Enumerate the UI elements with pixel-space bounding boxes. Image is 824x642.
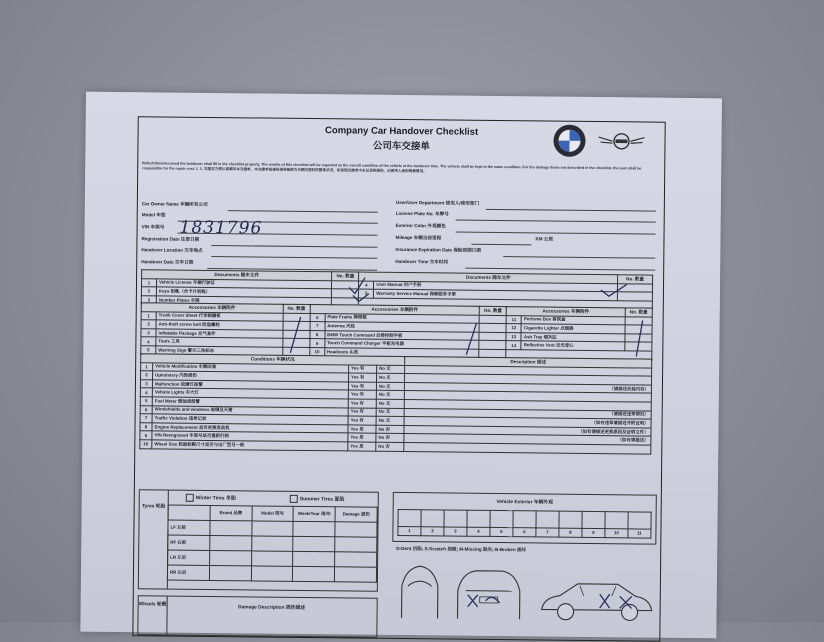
intro-text: Refer/inform/received the handover shall fill in the checklist properly. The results of this checklist will be regarded as the overall condition of the vehicle at the handover time. The vehicle shall be kept in the same condition. For the damage items not described in the checklist, the user shall be responsible for the repair cost. 1. 1. 交接双方须认真填写本交接单，本交接单检查结果将被视为车辆交接时的整体状况，如发现交接单中未记录的损伤，由使用人承担维修费用。 [142, 161, 642, 174]
field-line [471, 244, 531, 246]
table-row: RF 右前 [168, 535, 377, 552]
checklist-paper [80, 92, 722, 639]
car-front-diagram-icon [396, 560, 445, 620]
table-row: 7 Traffic Violation 违章记录 Yes 有 No 无 （如有违章请描述并附证明） [140, 414, 651, 428]
field-handover-location: Handover Location 交车地点 [141, 247, 203, 253]
table-row: 2 Anti-theft screw bolt 防盗螺栓 7 Antenna 天线 12 Cigarette Lighter 点烟器 [141, 320, 652, 334]
field-registration-date: Registration Date 注册日期 [141, 236, 200, 242]
table-row: 8 Engine Replacement 是否更换发动机 Yes 是 No 否 （如有请描述更换原因及证明文件） [140, 423, 651, 437]
field-line [456, 232, 656, 235]
table-row: 1 Trunk Cover Sheet 行李箱隔板 6 Plate Frame 牌照框 11 Perfume Box 香氛盒 [141, 311, 652, 325]
check-mark-icon [599, 280, 629, 300]
exterior-number-grid: 1 2 3 4 5 6 7 8 9 10 11 [397, 509, 651, 538]
conditions-table [139, 353, 652, 454]
bmw-logo-icon [552, 124, 586, 158]
wheels-title: Wheels 轮毂 [138, 602, 167, 608]
damage-mark-icon [464, 591, 504, 611]
table-row: RR 右后 [167, 565, 376, 582]
field-line [465, 268, 655, 271]
conditions-title: Conditions 车辆状况 [141, 354, 405, 365]
field-license-plate: License Plate No. 车牌号 [395, 210, 449, 217]
field-line [228, 210, 378, 213]
summer-tires-label: Summer Tires 夏胎 [299, 496, 345, 503]
table-row: 4 Vehicle Lights 车大灯 Yes 有 No 无 [140, 388, 651, 402]
table-row: LR 左后 [168, 550, 377, 567]
field-line [456, 220, 656, 223]
title-en: Company Car Handover Checklist [325, 125, 479, 138]
table-row: 3 Number Plates 车牌 [141, 296, 652, 310]
wheels-box [137, 595, 377, 638]
field-line [486, 209, 656, 212]
vehicle-exterior-box [392, 492, 657, 545]
documents-no-label-right: No. 数量 [618, 275, 653, 284]
field-handover-date: Handover Date 交车日期 [141, 259, 194, 265]
accessories-title-mid: Accessories 车辆附件 [310, 305, 480, 315]
vin-handwritten: 1831796 [179, 217, 263, 239]
tyres-box [138, 489, 379, 592]
damage-legend: D-Dent 凹陷; S-Scratch 划痕; M-Missing 缺失; B-Broken 损坏 [396, 545, 527, 553]
table-row: 1 Vehicle License 车辆行驶证 4 User Manual 用户手册 [141, 278, 652, 292]
table-row: 10 Wheel Size 轮胎轮毂尺寸是否与出厂型号一致 Yes 是 No 否 [140, 440, 651, 454]
documents-title: Documents 随车文件 [142, 270, 332, 281]
documents-title-right: Documents 随车文件 [359, 272, 618, 283]
accessories-title: Accessories 车辆附件 [141, 303, 283, 313]
field-user-department: User/User Department 使用人/使用部门 [395, 199, 480, 206]
documents-no-label: No. 数量 [332, 272, 359, 281]
damage-description-title: Damage Description 损伤描述 [238, 605, 306, 611]
title-zh: 公司车交接单 [372, 140, 431, 153]
table-row: 9 VIN Reengraved 车架号是否重新打刻 Yes 是 No 否 （如有请描述） [140, 431, 651, 445]
table-row: 1 Vehicle Modification 车辆改装 Yes 有 No 无 [141, 362, 652, 376]
table-row: LF 左前 [168, 520, 377, 537]
field-handover-time: Handover Time 交车时间 [395, 258, 449, 265]
table-row: 5 Fuel Meter 燃油表报警 Yes 有 No 无 [140, 397, 651, 411]
damage-mark-icon [596, 590, 640, 612]
table-row: 3 Inflatable Package 充气套件 8 BMW Touch Command 后排控制平板 13 Ash Tray 烟灰缸 [141, 329, 652, 343]
field-insurance-expiration: Insurance Expiration Date 保险到期日期 [395, 246, 481, 253]
table-row: 6 Windshields and windows 玻璃及天窗 Yes 有 No 无 （请描述违章情况） [140, 405, 651, 419]
field-model: Model 车型 [141, 212, 166, 218]
tyres-table: Brand 品牌 Model 型号 Week/Year 周/年 Damage 损伤 LF 左前 RF 右前 LR 左后 RR 右后 [167, 505, 378, 583]
field-line [503, 256, 655, 259]
check-mark-icon [351, 291, 371, 305]
field-mileage: Mileage 车辆当前里程 [395, 234, 442, 241]
description-title: Description 描述 [405, 357, 652, 368]
table-row: 3 Malfunction 故障灯报警 Yes 有 No 无 （请描述改装内容） [140, 380, 651, 394]
field-line [211, 256, 377, 259]
vehicle-exterior-title: Vehicle Exterior 车辆外观 [496, 499, 554, 506]
accessories-title-right: Accessories 车辆附件 [507, 307, 626, 317]
field-vin: VIN 车架号 [141, 224, 165, 230]
field-line [211, 245, 377, 248]
checklist-frame [132, 116, 665, 642]
field-mileage-unit: KM 公里 [535, 236, 554, 242]
summer-tires-checkbox[interactable] [290, 495, 298, 503]
check-stroke-icon [630, 318, 646, 358]
winter-tires-label: Winter Tires 冬胎 [195, 495, 236, 502]
tyres-title: Tyres 轮胎 [141, 504, 166, 510]
table-row: 2 Upholstery 内饰损伤 Yes 有 No 无 [141, 371, 652, 385]
table-row: 2 Keys 钥匙（含卡片钥匙） 5 Warranty Service Manual 保修服务手册 [141, 287, 652, 301]
field-exterior-color: Exterior Color 外观颜色 [395, 222, 446, 229]
field-car-owner: Car Owner Name 车辆所有公司 [141, 201, 208, 207]
check-stroke-icon [462, 321, 480, 357]
table-row: 4 Tools 工具 9 Touch Command Charger 平板充电器 14 Reflective Vest 反光背心 [141, 337, 652, 351]
check-stroke-icon [286, 315, 304, 355]
winter-tires-checkbox[interactable] [186, 494, 194, 502]
accessories-table: Accessories 车辆附件 No. 数量 Accessories 车辆附件 No. 数量 Accessories 车辆附件 No. 数量 1 Trunk Cover Sheet 行李箱隔板 6 Plate Frame 牌照框 11 Perfume Box 香氛盒 2 Anti-theft screw bolt 防盗螺栓 7 Antenna 天线 12 Cigarette Lighter 点烟器 3 Inflatable Package 充气套件 8 BMW Touch Command 后排控制平板 13 Ash Tray 烟灰缸 4 Tools 工具 9 Touch Command Charger 平板充电器 14 Reflective Vest 反光背心 5 Warning Sign 警示三角标志 10 Headrests 头枕 [140, 302, 653, 360]
mini-logo-icon [596, 132, 646, 151]
table-row: 5 Warning Sign 警示三角标志 10 Headrests 头枕 [141, 346, 652, 360]
